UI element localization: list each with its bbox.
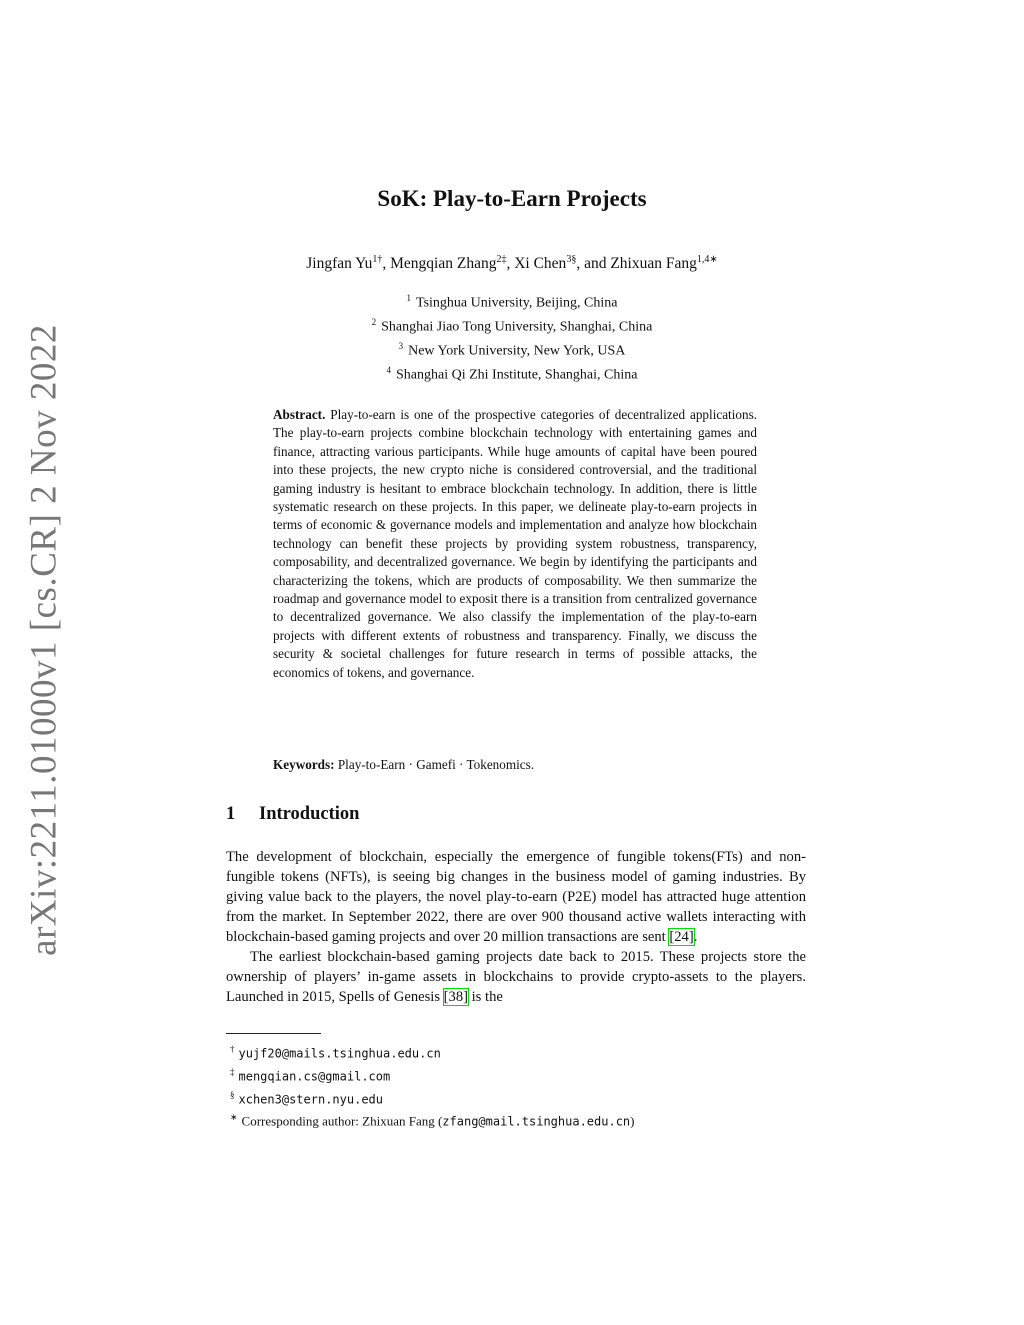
author-name: Mengqian Zhang: [390, 255, 497, 273]
footnote-rule: [226, 1033, 321, 1034]
author-name: Xi Chen: [514, 255, 567, 273]
affiliation-list: [0, 289, 1024, 386]
author-marks: 1†: [372, 254, 383, 265]
affiliation-item: [0, 337, 1024, 361]
author-name: Jingfan Yu: [306, 255, 373, 273]
affiliation-item: [0, 313, 1024, 337]
affiliation-text: New York University, New York, USA: [408, 343, 626, 359]
paragraph-text: The earliest blockchain-based gaming projects date back to 2015. These projects store the ownership of players’ in-game assets in blockchains to provide crypto-assets to the players. Launched in 2015, Spells of Genesis: [226, 949, 806, 1005]
author-separator: ,: [382, 255, 391, 273]
footnote-mark: ∗: [230, 1112, 238, 1123]
body-text: [226, 847, 806, 1007]
paragraph: [226, 947, 806, 1007]
author-marks: 1,4∗: [696, 254, 718, 265]
affiliation-item: [0, 361, 1024, 385]
section-number: 1: [226, 804, 236, 824]
paragraph-text: .: [693, 929, 698, 945]
footnote-mark: ‡: [230, 1066, 235, 1077]
footnotes: [230, 1040, 634, 1131]
citation-link[interactable]: [38]: [443, 989, 468, 1005]
author-separator: ,: [506, 255, 515, 273]
affiliation-text: Shanghai Qi Zhi Institute, Shanghai, China: [396, 368, 638, 384]
footnote-email[interactable]: yujf20@mails.tsinghua.edu.cn: [238, 1046, 441, 1061]
abstract-text: Play-to-earn is one of the prospective categories of decentralized applications. The play-to-earn projects combine blockchain technology with entertaining games and finance, attracting various participants. While huge amounts of capital have been poured into these projects, the new crypto niche is considered controversial, and the traditional gaming industry is hesitant to embrace blockchain technology. In addition, there is little systematic research on these projects. In this paper, we delineate play-to-earn projects in terms of economic & governance models and implementation and analyze how blockchain technology can benefit these projects by providing system robustness, transparency, composability, and decentralized governance. We begin by identifying the participants and characterizing the tokens, which are products of composability. We then summarize the roadmap and governance model to exposit there is a transition from centralized governance to decentralized governance. We also classify the implementation of the play-to-earn projects with different extents of robustness and transparency. Finally, we discuss the security & societal challenges for future research in terms of possible attacks, the economics of tokens, and governance.: [273, 407, 758, 680]
paragraph-text: is the: [467, 989, 503, 1005]
author-separator: , and: [576, 255, 611, 273]
affiliation-item: [0, 289, 1024, 313]
footnote-email[interactable]: xchen3@stern.nyu.edu: [238, 1091, 383, 1106]
affiliation-number: 4: [386, 365, 391, 376]
affiliation-number: 1: [406, 293, 411, 303]
author-name: Zhixuan Fang: [610, 255, 697, 273]
abstract-label: Abstract.: [273, 407, 326, 422]
footnote-email[interactable]: zfang@mail.tsinghua.edu.cn: [442, 1114, 631, 1129]
arxiv-identifier: arXiv:2211.01000v1 [cs.CR] 2 Nov 2022: [23, 324, 65, 956]
keywords-label: Keywords:: [273, 757, 335, 772]
affiliation-text: Shanghai Jiao Tong University, Shanghai, China: [381, 319, 653, 335]
author-marks: 3§: [566, 254, 577, 265]
keywords-text: Play-to-Earn · Gamefi · Tokenomics.: [337, 757, 535, 772]
footnote: [230, 1086, 634, 1109]
footnote-text: Corresponding author: Zhixuan Fang (: [241, 1113, 443, 1129]
author-marks: 2‡: [496, 254, 507, 265]
keywords: [273, 756, 757, 774]
affiliation-number: 3: [398, 341, 404, 352]
paper-title: SoK: Play-to-Earn Projects: [377, 186, 647, 211]
affiliation-number: 2: [371, 317, 377, 328]
affiliation-text: Tsinghua University, Beijing, China: [416, 295, 618, 311]
footnote-text: ): [630, 1113, 635, 1129]
footnote-email[interactable]: mengqian.cs@gmail.com: [238, 1069, 391, 1084]
paragraph-text: The development of blockchain, especially the emergence of fungible tokens(FTs) and non-fungible tokens (NFTs), is seeing big changes in the business model of gaming industries. By giving value back to the players, the novel play-to-earn (P2E) model has attracted huge attention from the market. In September 2022, there are over 900 thousand active wallets interacting with blockchain-based gaming projects and over 20 million transactions are sent: [226, 849, 806, 945]
section-heading: [226, 804, 359, 825]
footnote-mark: †: [230, 1044, 235, 1054]
abstract: [273, 406, 757, 682]
citation-link[interactable]: [24]: [669, 929, 694, 945]
footnote-mark: §: [230, 1089, 235, 1100]
section-title: Introduction: [259, 804, 360, 824]
paragraph: [226, 847, 806, 947]
footnote: [230, 1063, 634, 1086]
footnote: [230, 1040, 634, 1063]
author-list: [0, 254, 1024, 273]
footnote: [230, 1108, 634, 1131]
